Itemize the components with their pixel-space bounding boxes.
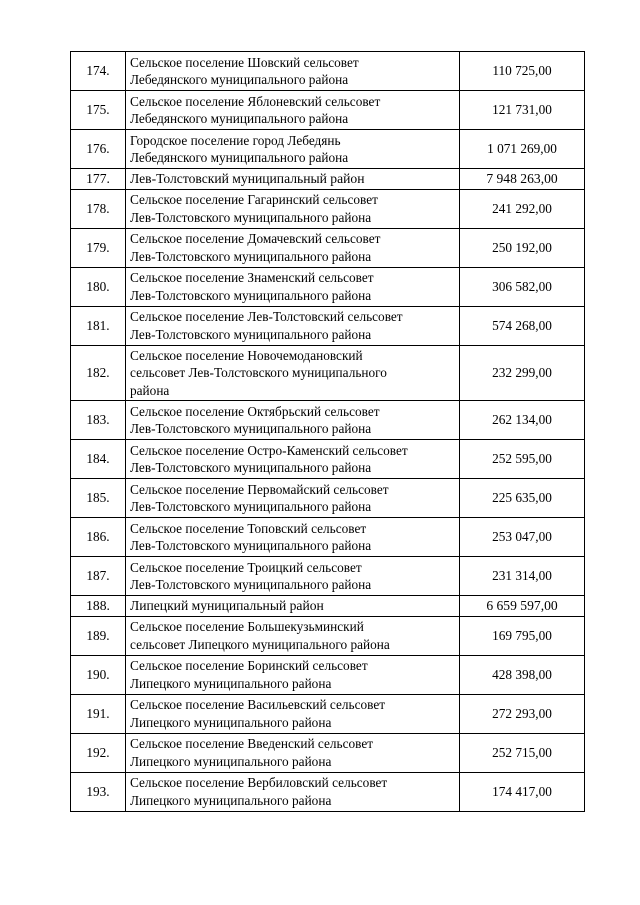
- table-row: [71, 772, 585, 811]
- table-row: [71, 169, 585, 190]
- row-number: 179.: [71, 228, 126, 267]
- municipality-name: [126, 733, 460, 772]
- name-line: Лев-Толстовский муниципальный район: [130, 171, 365, 186]
- municipality-name: [126, 169, 460, 190]
- name-line: Лебедянского муниципального района: [130, 72, 349, 87]
- name-line: Сельское поселение Боринский сельсовет: [130, 658, 368, 673]
- municipality-name: [126, 518, 460, 557]
- row-number: 176.: [71, 130, 126, 169]
- name-line: Липецкий муниципальный район: [130, 598, 324, 613]
- name-line: Сельское поселение Новочемодановский: [130, 347, 363, 363]
- row-number: 177.: [71, 169, 126, 190]
- name-line: Липецкого муниципального района: [130, 753, 332, 769]
- row-number: 187.: [71, 557, 126, 596]
- municipality-name: [126, 130, 460, 169]
- name-line: сельсовет Лев-Толстовского муниципального: [130, 365, 387, 380]
- name-line: Сельское поселение Октябрьский сельсовет: [130, 403, 380, 419]
- name-line: сельсовет Липецкого муниципального района: [130, 636, 390, 652]
- row-number: 181.: [71, 306, 126, 345]
- table-row: [71, 91, 585, 130]
- table-row: [71, 518, 585, 557]
- name-line: Лебедянского муниципального района: [130, 111, 349, 126]
- amount-value: 174 417,00: [460, 772, 585, 811]
- row-number: 178.: [71, 189, 126, 228]
- municipality-name: [126, 479, 460, 518]
- name-line: Сельское поселение Топовский сельсовет: [130, 520, 367, 536]
- name-line: района: [130, 382, 170, 398]
- municipality-name: [126, 772, 460, 811]
- row-number: 191.: [71, 694, 126, 733]
- amount-value: 232 299,00: [460, 345, 585, 401]
- municipality-name: [126, 616, 460, 655]
- table-row: [71, 267, 585, 306]
- row-number: 190.: [71, 655, 126, 694]
- table-row: [71, 52, 585, 91]
- amount-value: 169 795,00: [460, 616, 585, 655]
- name-line: Лев-Толстовского муниципального района: [130, 538, 372, 553]
- table-row: [71, 596, 585, 617]
- name-line: Сельское поселение Троицкий сельсовет: [130, 559, 362, 575]
- name-line: Лев-Толстовского муниципального района: [130, 326, 372, 342]
- municipality-name: [126, 440, 460, 479]
- name-line: Сельское поселение Первомайский сельсовет: [130, 481, 389, 497]
- row-number: 175.: [71, 91, 126, 130]
- row-number: 183.: [71, 401, 126, 440]
- table-row: [71, 479, 585, 518]
- row-number: 182.: [71, 345, 126, 401]
- row-number: 188.: [71, 596, 126, 617]
- name-line: Лев-Толстовского муниципального района: [130, 209, 372, 225]
- amount-value: 110 725,00: [460, 52, 585, 91]
- row-number: 174.: [71, 52, 126, 91]
- amount-value: 272 293,00: [460, 694, 585, 733]
- amount-value: 121 731,00: [460, 91, 585, 130]
- name-line: Сельское поселение Васильевский сельсовет: [130, 697, 386, 712]
- amount-value: 250 192,00: [460, 228, 585, 267]
- name-line: Сельское поселение Знаменский сельсовет: [130, 270, 374, 285]
- table-row: [71, 130, 585, 169]
- municipality-name: [126, 189, 460, 228]
- name-line: Лебедянского муниципального района: [130, 150, 349, 165]
- name-line: Лев-Толстовского муниципального района: [130, 287, 372, 303]
- table-row: [71, 616, 585, 655]
- name-line: Липецкого муниципального района: [130, 714, 332, 730]
- municipality-name: [126, 345, 460, 401]
- amount-value: 231 314,00: [460, 557, 585, 596]
- municipality-name: [126, 228, 460, 267]
- name-line: Сельское поселение Большекузьминский: [130, 619, 364, 634]
- amount-value: 306 582,00: [460, 267, 585, 306]
- name-line: Сельское поселение Лев-Толстовский сельсовет: [130, 309, 403, 324]
- table-row: [71, 189, 585, 228]
- name-line: Лев-Толстовского муниципального района: [130, 421, 372, 436]
- amount-value: 6 659 597,00: [460, 596, 585, 617]
- table-row: [71, 733, 585, 772]
- row-number: 180.: [71, 267, 126, 306]
- table-body: [71, 52, 585, 812]
- row-number: 184.: [71, 440, 126, 479]
- table-row: [71, 228, 585, 267]
- amount-value: 1 071 269,00: [460, 130, 585, 169]
- municipality-name: [126, 596, 460, 617]
- municipality-name: [126, 557, 460, 596]
- municipality-name: [126, 267, 460, 306]
- amount-value: 7 948 263,00: [460, 169, 585, 190]
- amount-value: 428 398,00: [460, 655, 585, 694]
- name-line: Сельское поселение Остро-Каменский сельсовет: [130, 442, 408, 458]
- name-line: Сельское поселение Вербиловский сельсовет: [130, 775, 388, 790]
- name-line: Городское поселение город Лебедянь: [130, 132, 341, 148]
- name-line: Лев-Толстовского муниципального района: [130, 499, 372, 514]
- amount-value: 225 635,00: [460, 479, 585, 518]
- name-line: Сельское поселение Гагаринский сельсовет: [130, 192, 378, 207]
- budget-table: [70, 51, 585, 812]
- name-line: Лев-Толстовского муниципального района: [130, 248, 372, 264]
- municipality-name: [126, 306, 460, 345]
- row-number: 192.: [71, 733, 126, 772]
- name-line: Лев-Толстовского муниципального района: [130, 460, 372, 475]
- name-line: Сельское поселение Домачевский сельсовет: [130, 231, 381, 246]
- table-row: [71, 655, 585, 694]
- row-number: 193.: [71, 772, 126, 811]
- amount-value: 574 268,00: [460, 306, 585, 345]
- table-row: [71, 557, 585, 596]
- municipality-name: [126, 655, 460, 694]
- table-row: [71, 401, 585, 440]
- amount-value: 262 134,00: [460, 401, 585, 440]
- table-row: [71, 440, 585, 479]
- amount-value: 252 595,00: [460, 440, 585, 479]
- name-line: Лев-Толстовского муниципального района: [130, 577, 372, 592]
- table-row: [71, 694, 585, 733]
- municipality-name: [126, 91, 460, 130]
- row-number: 189.: [71, 616, 126, 655]
- name-line: Сельское поселение Введенский сельсовет: [130, 736, 374, 751]
- amount-value: 252 715,00: [460, 733, 585, 772]
- amount-value: 241 292,00: [460, 189, 585, 228]
- name-line: Сельское поселение Яблоневский сельсовет: [130, 93, 381, 109]
- name-line: Липецкого муниципального района: [130, 675, 332, 691]
- row-number: 186.: [71, 518, 126, 557]
- municipality-name: [126, 52, 460, 91]
- amount-value: 253 047,00: [460, 518, 585, 557]
- row-number: 185.: [71, 479, 126, 518]
- table-row: [71, 306, 585, 345]
- municipality-name: [126, 694, 460, 733]
- table-row: [71, 345, 585, 401]
- name-line: Липецкого муниципального района: [130, 792, 332, 808]
- name-line: Сельское поселение Шовский сельсовет: [130, 54, 359, 70]
- municipality-name: [126, 401, 460, 440]
